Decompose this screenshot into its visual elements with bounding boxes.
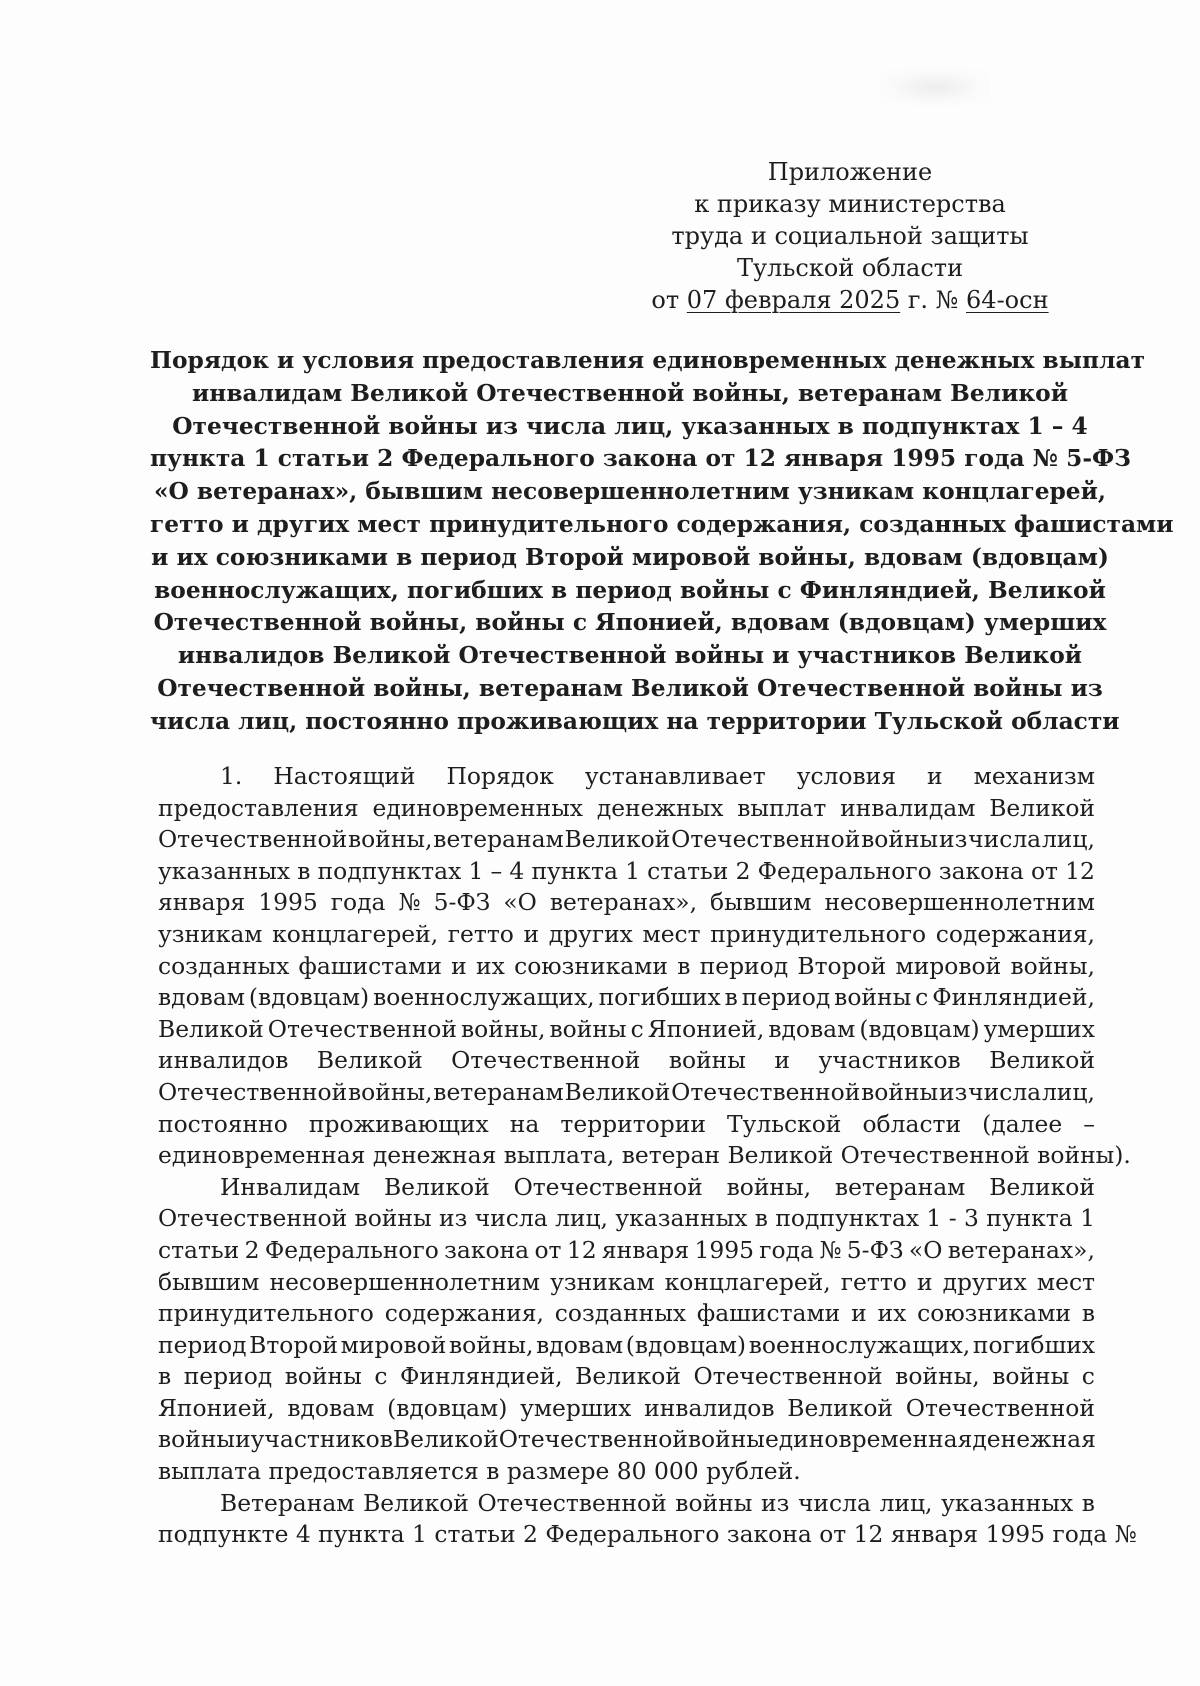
word: в xyxy=(677,951,691,980)
word: Инвалидам xyxy=(220,1172,361,1201)
word: подпунктах xyxy=(317,856,462,885)
word: погибших xyxy=(972,1330,1095,1359)
word: 12 xyxy=(1065,856,1095,885)
word: вдовам xyxy=(536,1330,624,1359)
word: в xyxy=(158,1362,172,1391)
appendix-block xyxy=(640,156,1060,316)
word: войны, xyxy=(347,825,433,854)
paragraph-line xyxy=(158,951,1095,983)
word: 5-ФЗ xyxy=(846,1235,904,1264)
word: числа xyxy=(968,1077,1042,1106)
word: союзниками xyxy=(514,951,668,980)
word: Федерального xyxy=(264,1235,439,1264)
appendix-line: Приложение xyxy=(767,158,933,186)
word: и xyxy=(235,1425,251,1454)
word: 3 xyxy=(963,1204,979,1233)
title-line: «О ветеранах», бывшим несовершеннолетним узникам концлагерей, xyxy=(153,478,1107,506)
word: из xyxy=(939,1077,968,1106)
word: военнослужащих, xyxy=(748,1330,971,1359)
word: (вдовцам) xyxy=(248,983,370,1012)
word: войны xyxy=(834,983,912,1012)
word: территории xyxy=(560,1109,706,1138)
title-line: и их союзниками в период Второй мировой войны, вдовам (вдовцам) xyxy=(151,543,1109,571)
word: Отечественной xyxy=(671,825,861,854)
word: инвалидов xyxy=(644,1393,775,1422)
word: Великой xyxy=(383,1172,490,1201)
word: закона xyxy=(444,1235,530,1264)
word: в xyxy=(1081,1488,1095,1517)
word: области xyxy=(862,1109,962,1138)
word: Отечественной xyxy=(671,1077,861,1106)
word: с xyxy=(915,983,929,1012)
word: войны xyxy=(354,1204,432,1233)
word: постоянно xyxy=(158,1109,288,1138)
word: их xyxy=(476,951,505,980)
word: в xyxy=(297,856,311,885)
title-line: военнослужащих, погибших в период войны с Финляндией, Великой xyxy=(154,576,1106,604)
word: и xyxy=(851,1299,867,1328)
word: союзниками xyxy=(917,1299,1071,1328)
word: мест xyxy=(1036,1267,1095,1296)
paragraph-line xyxy=(158,1488,1095,1520)
document-title xyxy=(150,345,1174,739)
word: Второй xyxy=(249,1330,338,1359)
word: с xyxy=(1081,1362,1095,1391)
word: войны xyxy=(992,1362,1070,1391)
word: Отечественной xyxy=(451,1046,641,1075)
paragraph-line xyxy=(158,1267,1095,1299)
word: механизм xyxy=(973,762,1095,790)
word: денежных xyxy=(596,793,724,822)
word: условия xyxy=(796,762,897,790)
word: Великой xyxy=(989,793,1095,822)
paragraph-line xyxy=(158,887,1095,919)
word: вдовам xyxy=(158,983,245,1012)
appendix-number: 64-осн xyxy=(966,286,1049,314)
word: Великой xyxy=(989,1046,1095,1075)
word: войны xyxy=(549,1014,627,1043)
word: выплат xyxy=(737,793,827,822)
paragraph-line xyxy=(158,1393,1095,1425)
word: от xyxy=(1030,856,1058,885)
title-line: гетто и других мест принудительного содержания, созданных фашистами xyxy=(150,510,1174,538)
word: (далее xyxy=(982,1109,1063,1138)
word: концлагерей, xyxy=(664,1267,831,1296)
word: устанавливает xyxy=(584,762,766,790)
word: вдовам xyxy=(768,1014,856,1043)
word: созданных xyxy=(158,951,290,980)
word: войны xyxy=(158,1425,236,1454)
paragraph-line xyxy=(158,824,1095,856)
word: Великой xyxy=(564,1077,671,1106)
paragraph xyxy=(158,761,1131,1172)
word: Великой xyxy=(316,1046,423,1075)
word: фашистами xyxy=(696,1299,841,1328)
word: гетто xyxy=(447,919,514,948)
word: Отечественной xyxy=(905,1393,1095,1422)
word: № xyxy=(819,1235,842,1264)
word: Великой xyxy=(575,1362,681,1391)
word: период xyxy=(741,983,831,1012)
word: Великой xyxy=(564,825,671,854)
word: Отечественной xyxy=(158,1077,348,1106)
word: погибших xyxy=(598,983,721,1012)
title-line: числа лиц, постоянно проживающих на территории Тульской области xyxy=(150,707,1120,735)
word: лиц, xyxy=(1041,825,1095,854)
word: 2 xyxy=(244,1235,260,1264)
word: ветеранам xyxy=(433,825,564,854)
word: пункта xyxy=(986,1204,1073,1233)
paragraph-line xyxy=(158,1014,1095,1046)
appendix-line: труда и социальной защиты xyxy=(671,222,1029,250)
word: из xyxy=(939,825,968,854)
word: несовершеннолетним xyxy=(269,1267,540,1296)
word: Тульской xyxy=(727,1109,842,1138)
word: Великой xyxy=(363,1488,469,1517)
word: концлагерей, xyxy=(272,919,439,948)
word: января xyxy=(601,1235,690,1264)
appendix-line: к приказу министерства xyxy=(694,190,1006,218)
word: Отечественной xyxy=(513,1172,703,1201)
word: и xyxy=(523,919,540,948)
word: 1995 xyxy=(694,1235,754,1264)
word: «О xyxy=(908,1235,943,1264)
word: лиц, xyxy=(879,1488,933,1517)
word: войны, xyxy=(449,1330,534,1359)
word: участников xyxy=(818,1046,961,1075)
word: из xyxy=(438,1204,468,1233)
word: гетто xyxy=(840,1267,907,1296)
paragraph-line xyxy=(158,793,1095,825)
word: мировой xyxy=(340,1330,447,1359)
word: других xyxy=(942,1267,1027,1296)
word: числа xyxy=(968,825,1042,854)
word: «О xyxy=(503,888,537,917)
word: инвалидов xyxy=(158,1046,289,1075)
word: мест xyxy=(642,919,701,948)
word: закона xyxy=(938,856,1024,885)
word: и xyxy=(774,1046,790,1075)
word: и xyxy=(927,762,943,790)
word: января xyxy=(158,888,246,917)
paragraph-line xyxy=(158,856,1095,888)
word: Ветеранам xyxy=(220,1488,355,1517)
paragraph-line xyxy=(158,1298,1095,1330)
word: период xyxy=(699,951,789,980)
paragraph-line xyxy=(158,1077,1095,1109)
word: Великой xyxy=(787,1393,894,1422)
word: других xyxy=(548,919,633,948)
word: период xyxy=(183,1362,273,1391)
word: 1 xyxy=(926,1204,942,1233)
word: фашистами xyxy=(298,951,442,980)
word: участников xyxy=(250,1425,393,1454)
paragraph-line: подпункте 4 пункта 1 статьи 2 Федерального закона от 12 января 1995 года № xyxy=(158,1520,1137,1549)
word: войны, xyxy=(726,1172,812,1201)
word: инвалидам xyxy=(840,793,976,822)
appendix-date-prefix: от xyxy=(651,286,687,314)
word: денежная xyxy=(972,1425,1096,1454)
word: войны xyxy=(861,1077,939,1106)
word: Федерального xyxy=(757,856,932,885)
word: принудительного xyxy=(710,919,927,948)
title-line: инвалидов Великой Отечественной войны и участников Великой xyxy=(177,642,1083,670)
word: Японией, xyxy=(158,1393,275,1422)
appendix-date-suffix: г. № xyxy=(900,286,967,314)
word: с xyxy=(630,1014,644,1043)
word: Отечественной xyxy=(267,1014,457,1043)
word: Финляндией, xyxy=(399,1362,563,1391)
title-line: Отечественной войны, ветеранам Великой Отечественной войны из xyxy=(157,674,1103,702)
word: статьи xyxy=(158,1235,240,1264)
appendix-date-line xyxy=(640,284,1060,316)
word: узникам xyxy=(550,1267,655,1296)
word: содержания, xyxy=(935,919,1095,948)
paragraph-line xyxy=(158,1424,1095,1456)
word: 1 xyxy=(1080,1204,1095,1233)
word: из xyxy=(760,1488,790,1517)
word: период xyxy=(158,1330,247,1359)
word: 4 xyxy=(509,856,525,885)
word: их xyxy=(877,1299,907,1328)
word: в xyxy=(724,983,738,1012)
word: Отечественной xyxy=(158,825,348,854)
paragraph-line xyxy=(158,761,1095,793)
word: 1 xyxy=(468,856,484,885)
word: единовременная xyxy=(764,1425,973,1454)
word: узникам xyxy=(158,919,263,948)
word: Великой xyxy=(989,1172,1095,1201)
word: бывшим xyxy=(710,888,812,917)
word: числа xyxy=(474,1204,548,1233)
word: единовременных xyxy=(372,793,584,822)
paragraph-line xyxy=(158,919,1095,951)
word: ветеранах», xyxy=(549,888,698,917)
word: бывшим xyxy=(158,1267,260,1296)
word: Порядок xyxy=(446,762,554,790)
title-line: пункта 1 статьи 2 Федерального закона от 12 января 1995 года № 5-ФЗ xyxy=(150,445,1131,473)
word: войны xyxy=(668,1046,746,1075)
paragraph-line xyxy=(158,1330,1095,1362)
word: войны, xyxy=(460,1014,546,1043)
word: 5-ФЗ xyxy=(433,888,491,917)
word: войны, xyxy=(1010,951,1095,980)
word: ветеранам xyxy=(834,1172,966,1201)
word: на xyxy=(509,1109,540,1138)
word: несовершеннолетним xyxy=(824,888,1095,917)
word: Отечественной xyxy=(158,1204,348,1233)
word: – xyxy=(490,856,503,885)
paragraph xyxy=(158,1488,1137,1551)
word: в xyxy=(1081,1299,1095,1328)
word: войны xyxy=(284,1362,362,1391)
word: созданных xyxy=(554,1299,687,1328)
word: статьи xyxy=(647,856,729,885)
paragraph-line xyxy=(158,982,1095,1014)
word: Отечественной xyxy=(477,1488,667,1517)
word: числа xyxy=(797,1488,871,1517)
word: 1. xyxy=(220,762,243,790)
word: войны xyxy=(861,825,939,854)
word: (вдовцам) xyxy=(859,1014,980,1043)
word: мировой xyxy=(895,951,1002,980)
word: Японией, xyxy=(647,1014,765,1043)
word: предоставления xyxy=(158,793,359,822)
word: - xyxy=(948,1204,957,1233)
word: войны, xyxy=(895,1362,980,1391)
appendix-date: 07 февраля 2025 xyxy=(686,286,901,314)
appendix-line: Тульской области xyxy=(736,254,964,282)
title-line: Порядок и условия предоставления единовременных денежных выплат xyxy=(150,347,1146,374)
paragraph-line: единовременная денежная выплата, ветеран Великой Отечественной войны). xyxy=(158,1141,1131,1170)
word: Отечественной xyxy=(693,1362,883,1391)
word: войны xyxy=(675,1488,753,1517)
word: войны, xyxy=(347,1077,433,1106)
word: вдовам xyxy=(287,1393,375,1422)
word: военнослужащих, xyxy=(373,983,595,1012)
word: в xyxy=(754,1204,768,1233)
word: умерших xyxy=(983,1014,1095,1043)
paragraph-line xyxy=(158,1045,1095,1077)
paragraph-line: выплата предоставляется в размере 80 000 рублей. xyxy=(158,1457,801,1486)
scan-smudge xyxy=(880,68,990,106)
word: умерших xyxy=(520,1393,632,1422)
word: от xyxy=(534,1235,562,1264)
title-line: Отечественной войны из числа лиц, указанных в подпунктах 1 – 4 xyxy=(172,412,1088,440)
word: 1 xyxy=(625,856,640,885)
word: Великой xyxy=(392,1425,499,1454)
word: 12 xyxy=(566,1235,597,1264)
word: лиц, xyxy=(555,1204,608,1233)
word: лиц, xyxy=(1041,1077,1095,1106)
word: года xyxy=(330,888,386,917)
word: подпунктах xyxy=(775,1204,920,1233)
word: войны xyxy=(687,1425,765,1454)
word: указанных xyxy=(158,856,291,885)
word: содержания, xyxy=(384,1299,544,1328)
word: года xyxy=(759,1235,814,1264)
word: (вдовцам) xyxy=(625,1330,747,1359)
paragraph-line xyxy=(158,1235,1095,1267)
word: Второй xyxy=(797,951,887,980)
word: ветеранам xyxy=(433,1077,564,1106)
title-line: инвалидам Великой Отечественной войны, ветеранам Великой xyxy=(192,379,1068,407)
word: и xyxy=(916,1267,933,1296)
word: 1995 xyxy=(258,888,318,917)
word: Великой xyxy=(158,1014,264,1043)
word: принудительного xyxy=(158,1299,374,1328)
paragraph xyxy=(158,1172,1095,1488)
word: (вдовцам) xyxy=(387,1393,508,1422)
word: проживающих xyxy=(308,1109,489,1138)
word: указанных xyxy=(941,1488,1074,1517)
word: и xyxy=(451,951,467,980)
document-body xyxy=(158,761,1137,1551)
word: – xyxy=(1083,1109,1095,1138)
word: ветеранах», xyxy=(947,1235,1095,1264)
word: 2 xyxy=(735,856,751,885)
paragraph-line xyxy=(158,1361,1095,1393)
word: с xyxy=(374,1362,388,1391)
word: Отечественной xyxy=(498,1425,688,1454)
word: № xyxy=(398,888,421,917)
paragraph-line xyxy=(158,1203,1095,1235)
paragraph-line xyxy=(158,1109,1095,1141)
paragraph-line xyxy=(158,1172,1095,1204)
word: указанных xyxy=(615,1204,748,1233)
word: Настоящий xyxy=(273,762,416,790)
word: пункта xyxy=(531,856,618,885)
word: Финляндией, xyxy=(932,983,1095,1012)
title-line: Отечественной войны, войны с Японией, вдовам (вдовцам) умерших xyxy=(153,609,1107,637)
